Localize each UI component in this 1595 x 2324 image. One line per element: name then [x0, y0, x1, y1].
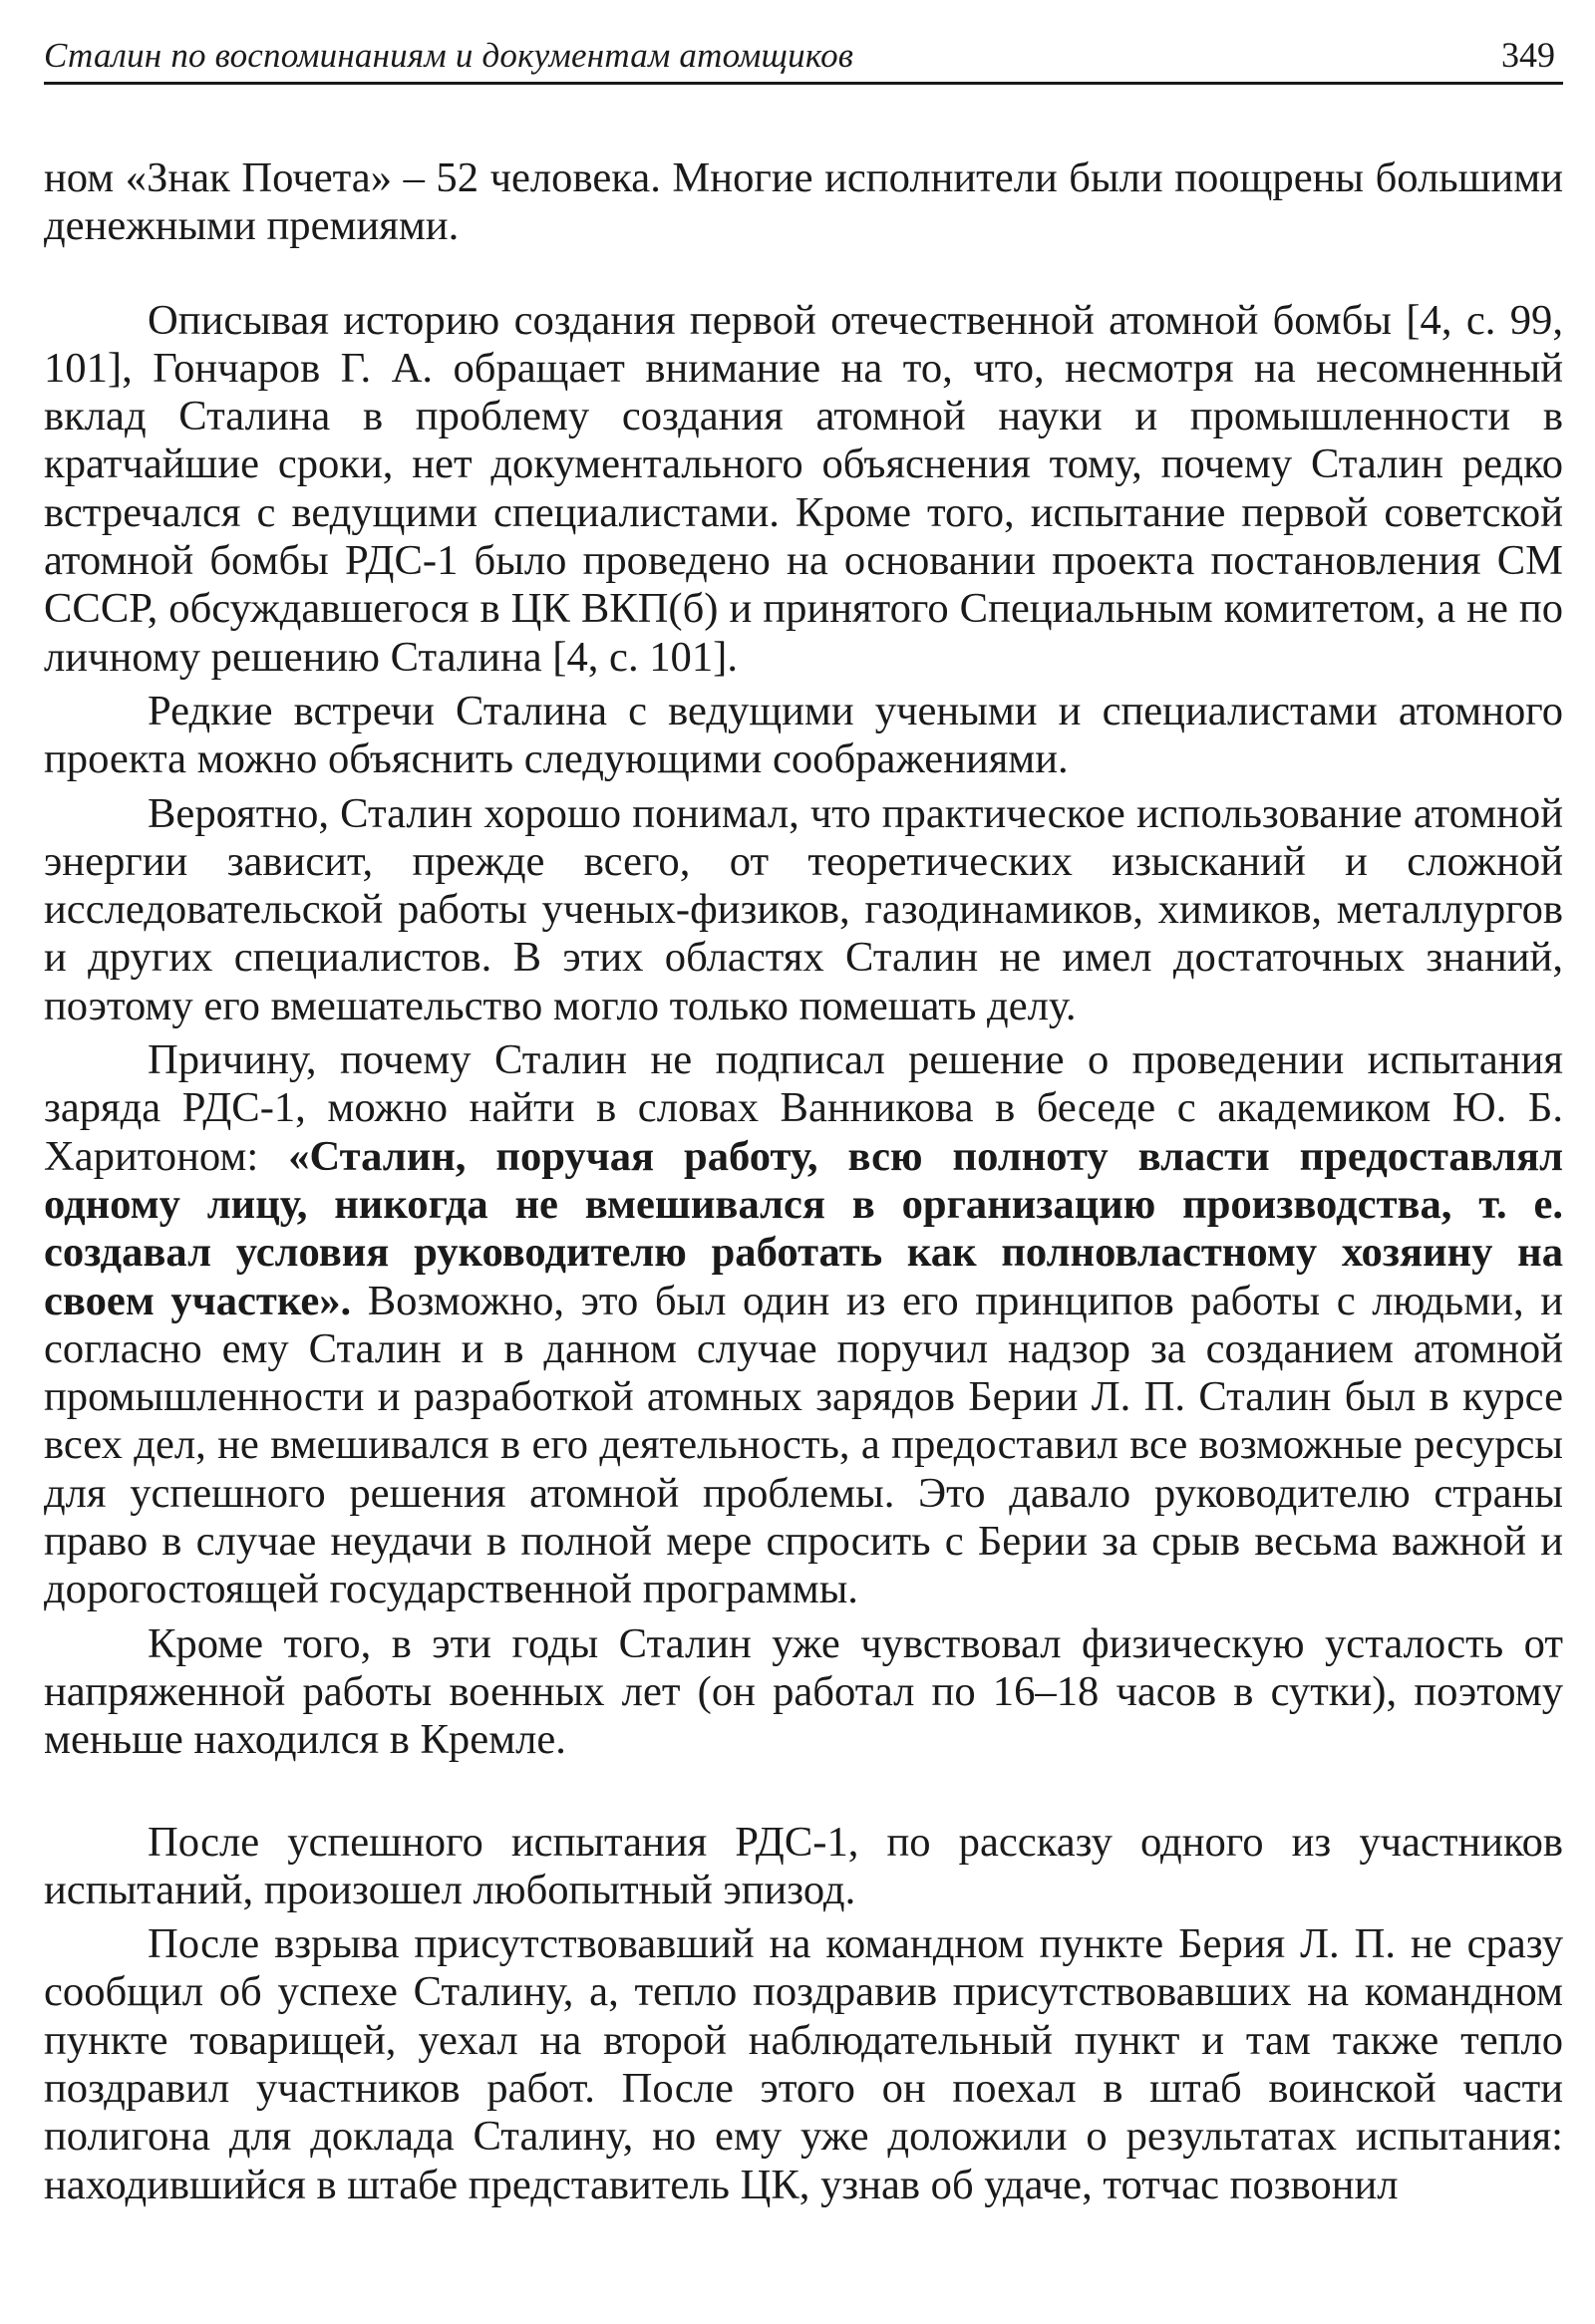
body-text	[44, 154, 1563, 2209]
running-title: Сталин по воспоминаниям и документам атомщиков	[44, 36, 854, 75]
paragraph-vannikov-intro: Причину, почему Сталин не подписал решение о проведении испытания заряда РДС-1, можно найти в словах Ванникова в беседе с академиком Ю. Б. Харитоном:	[44, 1036, 1563, 1180]
paragraph-understanding: Вероятно, Сталин хорошо понимал, что практическое использование атомной энергии зависит, прежде всего, от теоретических изысканий и сложной исследовательской работы ученых-физиков, газодинамиков, химиков, металлургов и других специалистов. В этих областях Сталин не имел достаточных знаний, поэтому его вмешательство могло только помешать делу.	[44, 789, 1563, 1029]
paragraph-goncharov: Описывая историю создания первой отечественной атомной бомбы [4, с. 99, 101], Гончаров Г. А. обращает внимание на то, что, несмотря на несомненный вклад Сталина в проблему создания атомной науки и промышленности в кратчайшие сроки, нет документального объяснения тому, почему Сталин редко встречался с ведущими специалистами. Кроме того, испытание первой советской атомной бомбы РДС-1 было проведено на основании проекта постановления СМ СССР, обсуждавшегося в ЦК ВКП(б) и принятого Специальным комитетом, а не по личному решению Сталина [4, с. 101].	[44, 296, 1563, 681]
paragraph-episode: После успешного испытания РДС-1, по рассказу одного из участников испытаний, произошел любопытный эпизод.	[44, 1818, 1563, 1913]
running-header	[44, 26, 1563, 85]
paragraph-vannikov-rest: Возможно, это был один из его принципов работы с людьми, и согласно ему Сталин и в данном случае поручил надзор за созданием атомной промышленности и разработкой атомных зарядов Берии Л. П. Сталин был в курсе всех дел, не вмешивался в его деятельность, а предоставил все возможные ресурсы для успешного решения атомной проблемы. Это давало руководителю страны право в случае неудачи в полной мере спросить с Берии за срыв весьма важной и дорогостоящей государственной программы.	[44, 1277, 1563, 1613]
paragraph-fatigue: Кроме того, в эти годы Сталин уже чувствовал физическую усталость от напряженной работы военных лет (он работал по 16–18 часов в сутки), поэтому меньше находился в Кремле.	[44, 1619, 1563, 1764]
paragraph-after-explosion: После взрыва присутствовавший на командном пункте Берия Л. П. не сразу сообщил об успехе Сталину, а, тепло поздравив присутствовавших на командном пункте товарищей, уехал на второй наблюдательный пункт и там также тепло поздравил участников работ. После этого он поехал в штаб воинской части полигона для доклада Сталину, но ему уже доложили о результатах испытания: находившийся в штабе представитель ЦК, узнав об удаче, тотчас позвонил	[44, 1920, 1563, 2208]
paragraph-continuation: ном «Знак Почета» – 52 человека. Многие исполнители были поощрены большими денежными премиями.	[44, 154, 1563, 250]
book-page	[44, 26, 1563, 2209]
vannikov-quote: «Сталин, поручая работу, всю полноту власти предоставлял одному лицу, никогда не вмешивался в организацию производства, т. е. создавал условия руководителю работать как полновластному хозяину на своем участке».	[44, 1132, 1563, 1324]
page-number: 349	[1501, 35, 1555, 75]
paragraph-vannikov	[44, 1036, 1563, 1614]
paragraph-rare-meetings: Редкие встречи Сталина с ведущими учеными и специалистами атомного проекта можно объяснить следующими соображениями.	[44, 687, 1563, 783]
